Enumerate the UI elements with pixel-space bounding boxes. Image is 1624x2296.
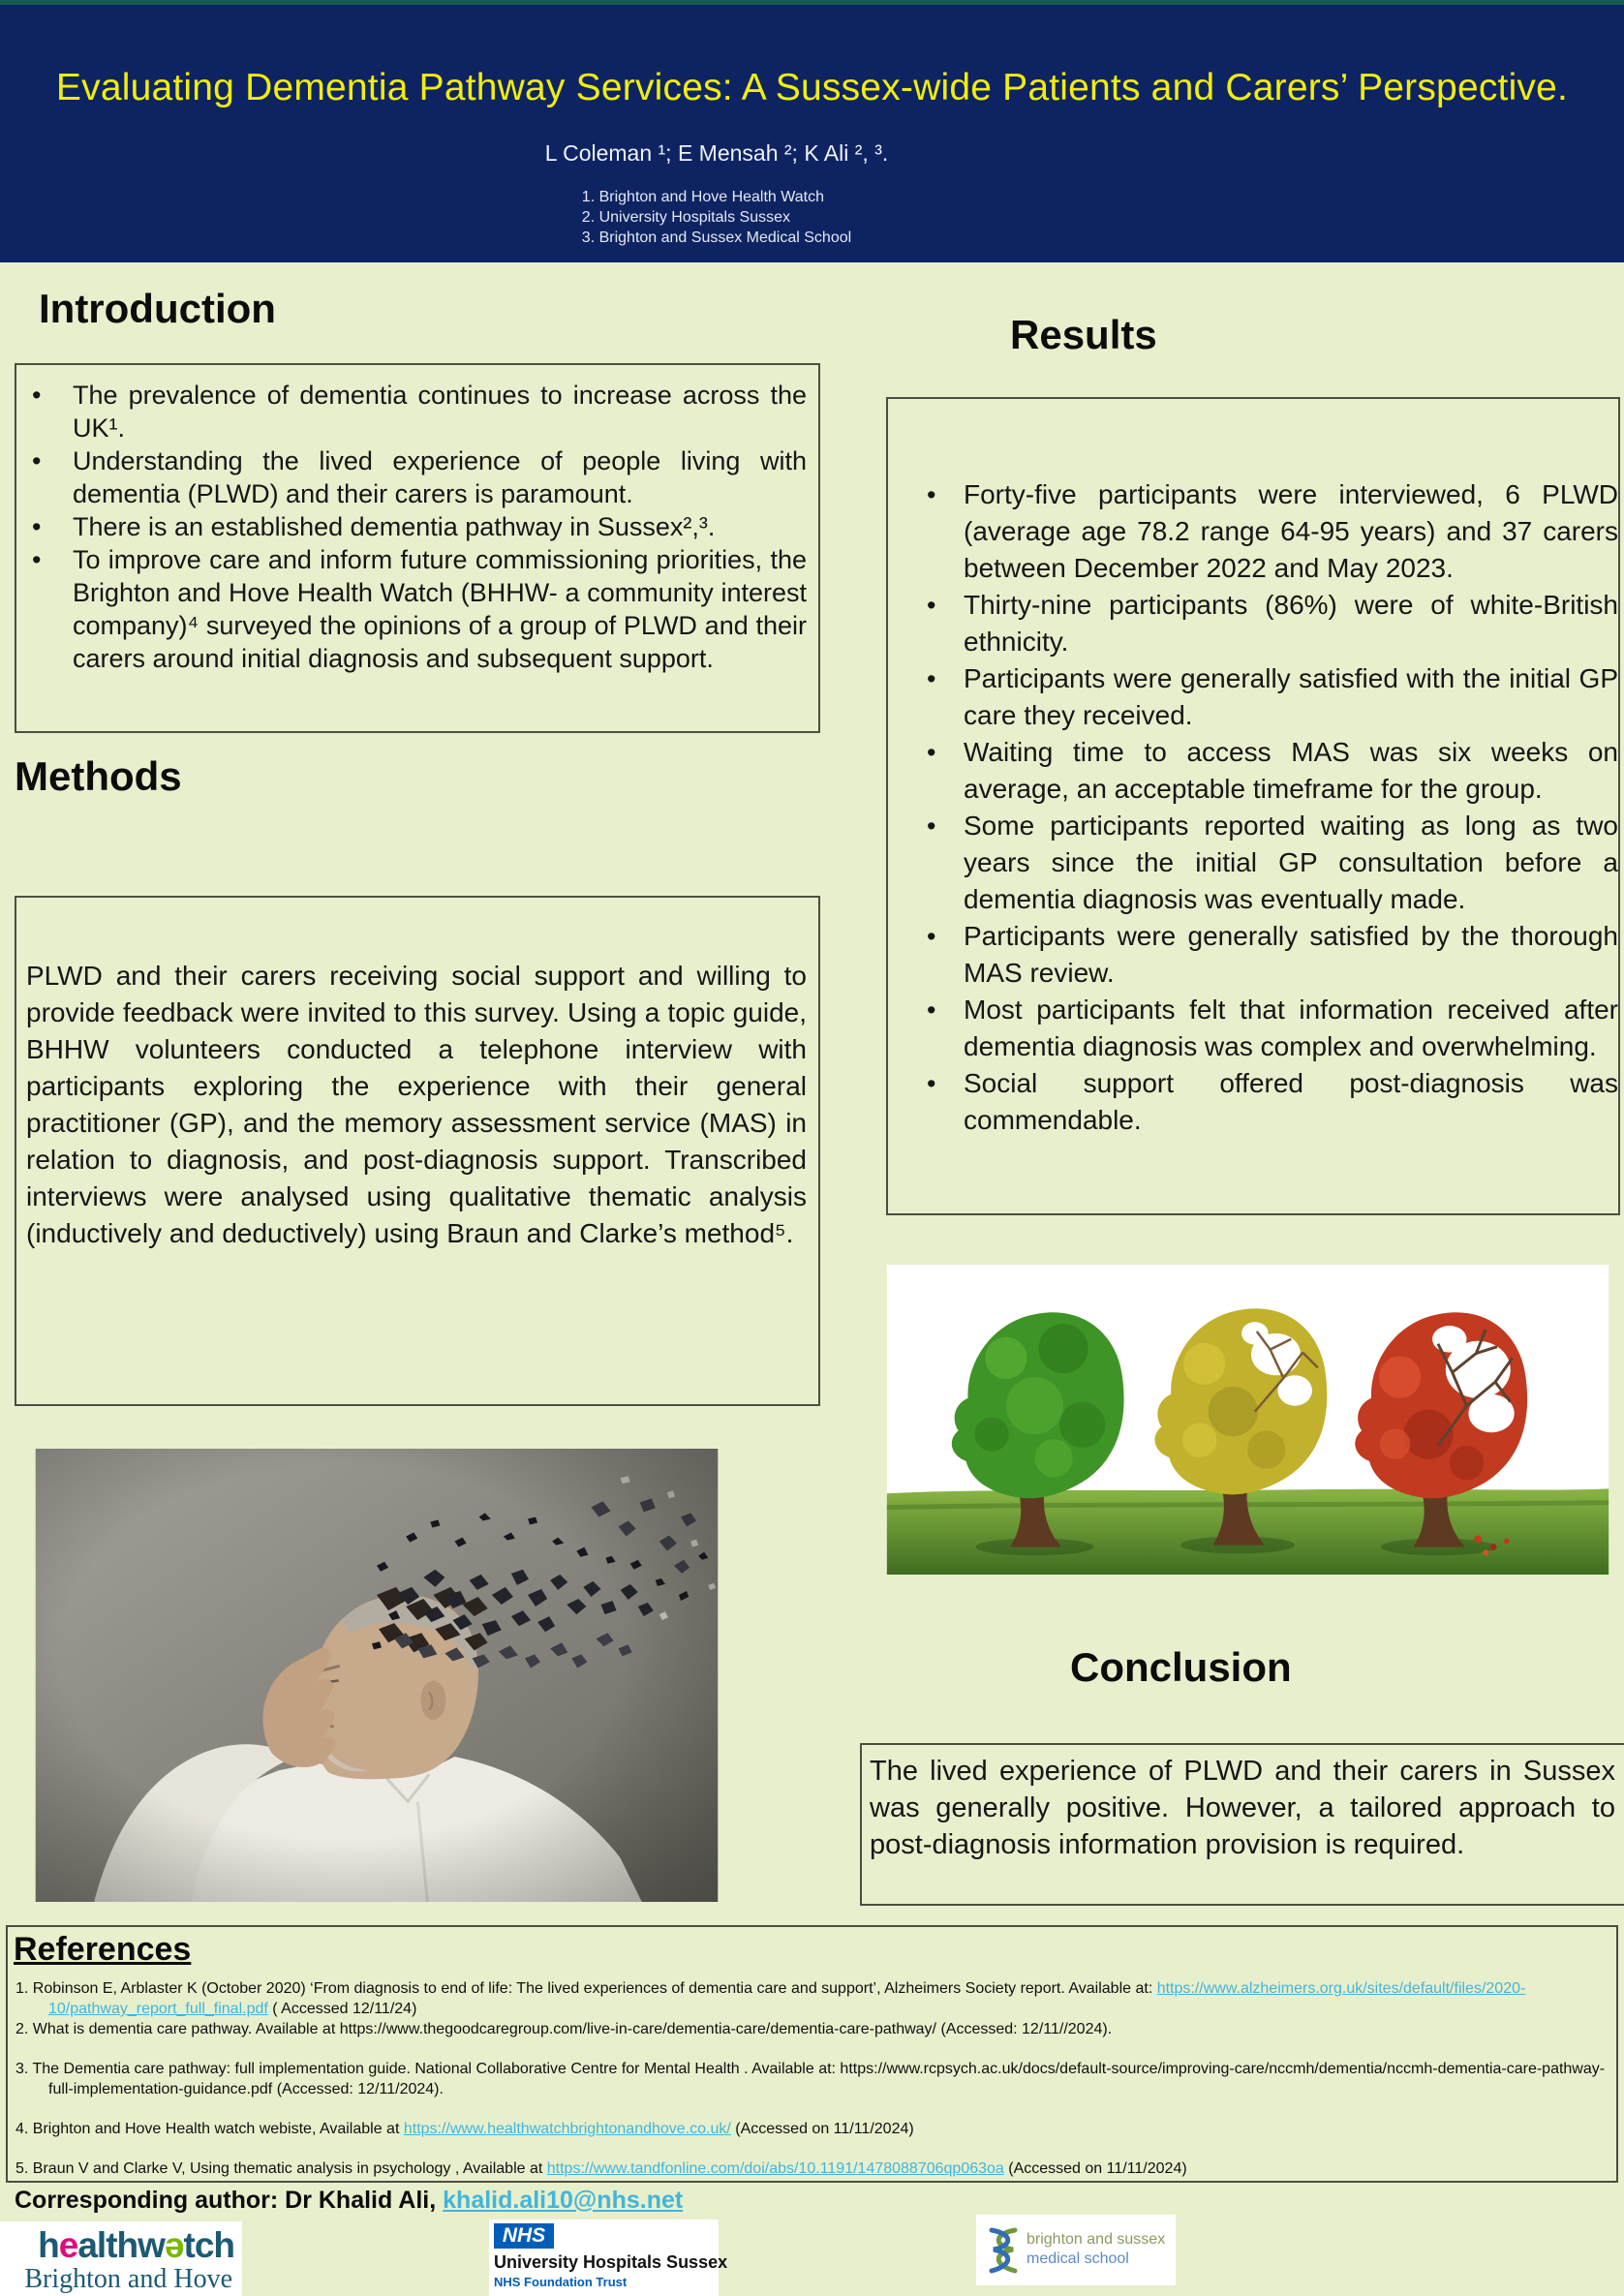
results-bullet: • Social support offered post-diagnosis was commendable. xyxy=(888,1065,1618,1139)
bsms-line1: brighton and sussex xyxy=(1026,2231,1166,2248)
conclusion-box xyxy=(860,1743,1624,1906)
results-box xyxy=(886,397,1620,1215)
results-bullet: • Participants were generally satisfied with the initial GP care they received. xyxy=(888,660,1618,734)
reference-item: 3. The Dementia care pathway: full implementation guide. National Collaborative Centre for Mental Health . Available at: https://www.rcpsych.ac.uk/docs/default-source/improving-care/nccmh/dementia/nccmh-dementia-care-pathway-full-implementation-guidance.pdf (Accessed: 12/11/2024). xyxy=(15,2061,1606,2097)
results-bullet: • Participants were generally satisfied by the thorough MAS review. xyxy=(888,918,1618,992)
results-heading: Results xyxy=(1010,312,1157,357)
poster-title: Evaluating Dementia Pathway Services: A Sussex-wide Patients and Carers’ Perspective. xyxy=(55,67,1569,108)
email-link[interactable]: khalid.ali10@nhs.net xyxy=(443,2187,684,2214)
bsms-helix-icon xyxy=(982,2226,1025,2275)
nhs-icon: NHS xyxy=(494,2223,554,2249)
header-banner xyxy=(0,0,1624,262)
nhs-trust-logo xyxy=(489,2219,728,2296)
affiliation-1: 1. Brighton and Hove Health Watch xyxy=(581,189,825,205)
introduction-bullet: • The prevalence of dementia continues to increase across the UK¹. xyxy=(16,379,807,444)
reference-item: 4. Brighton and Hove Health watch webiste, Available at https://www.healthwatchbrightonandhove.co.uk/ (Accessed on 11/11/2024) xyxy=(15,2121,914,2137)
conclusion-text: The lived experience of PLWD and their carers in Sussex was generally positive. However, a tailored approach to post-diagnosis information provision is required. xyxy=(870,1756,1615,1860)
reference-link[interactable]: https://www.healthwatchbrightonandhove.co.uk/ xyxy=(403,2121,731,2137)
bsms-line2: medical school xyxy=(1026,2250,1129,2267)
introduction-bullet: • To improve care and inform future commissioning priorities, the Brighton and Hove Health Watch (BHHW- a community interest company)⁴ surveyed the opinions of a group of PLWD and their carers around initial diagnosis and subsequent support. xyxy=(16,543,807,675)
trees-illustration xyxy=(876,1265,1619,1575)
results-bullet: • Some participants reported waiting as long as two years since the initial GP consultation before a dementia diagnosis was eventually made. xyxy=(888,808,1618,918)
brain-aging-trees-image xyxy=(876,1265,1619,1575)
corresponding-author: Corresponding author: Dr Khalid Ali, khalid.ali10@nhs.net xyxy=(15,2187,684,2214)
methods-text: PLWD and their carers receiving social support and willing to provide feedback were invited to this survey. Using a topic guide, BHHW volunteers conducted a telephone interview with participants exploring the experience with their general practitioner (GP), and the memory assessment service (MAS) in relation to diagnosis, and post-diagnosis support. Transcribed interviews were analysed using qualitative thematic analysis (inductively and deductively) using Braun and Clarke’s method⁵. xyxy=(26,961,807,1248)
reference-link[interactable]: https://www.alzheimers.org.uk/sites/default/files/2020-10/pathway_report_full_final.pdf xyxy=(48,1980,1526,2017)
healthwatch-subtitle: Brighton and Hove xyxy=(24,2264,232,2294)
reference-item: 2. What is dementia care pathway. Available at https://www.thegoodcaregroup.com/live-in-care/dementia-care/dementia-care-pathway/ (Accessed: 12/11//2024). xyxy=(15,2021,1113,2037)
man-illustration xyxy=(35,1449,719,1902)
results-bullet: • Most participants felt that information received after dementia diagnosis was complex and overwhelming. xyxy=(888,992,1618,1065)
methods-box xyxy=(15,896,820,1406)
affiliation-2: 2. University Hospitals Sussex xyxy=(581,209,790,226)
results-bullet: • Forty-five participants were interviewed, 6 PLWD (average age 78.2 range 64-95 years) and 37 carers between December 2022 and May 2023. xyxy=(888,476,1618,587)
affiliations xyxy=(0,187,1433,248)
methods-heading: Methods xyxy=(15,753,182,799)
bsms-text xyxy=(1026,2230,1165,2269)
results-bullet: • Waiting time to access MAS was six weeks on average, an acceptable timeframe for the group. xyxy=(888,734,1618,808)
results-bullet: • Thirty-nine participants (86%) were of white-British ethnicity. xyxy=(888,587,1618,660)
conclusion-heading: Conclusion xyxy=(1070,1644,1292,1690)
authors-line: L Coleman ¹; E Mensah ²; K Ali ², ³. xyxy=(544,140,889,166)
reference-link[interactable]: https://www.tandfonline.com/doi/abs/10.1191/1478088706qp063oa xyxy=(546,2160,1004,2177)
bsms-logo xyxy=(976,2215,1176,2285)
introduction-heading: Introduction xyxy=(39,286,276,331)
dementia-man-image xyxy=(35,1449,719,1902)
nhs-foundation-label: NHS Foundation Trust xyxy=(494,2275,628,2289)
introduction-bullet: • Understanding the lived experience of people living with dementia (PLWD) and their carers is paramount. xyxy=(16,444,807,510)
reference-item: 1. Robinson E, Arblaster K (October 2020) ‘From diagnosis to end of life: The lived experiences of dementia care and support’, Alzheimers Society report. Available at: https://www.alzheimers.org.uk/sites/default/files/2020-10/pathway_report_full_final.pdf ( Accessed 12/11/24) xyxy=(15,1980,1526,2017)
references-heading: References xyxy=(14,1931,192,1968)
healthwatch-wordmark: healthwətch xyxy=(38,2225,234,2265)
healthwatch-logo xyxy=(0,2221,242,2296)
reference-item: 5. Braun V and Clarke V, Using thematic analysis in psychology , Available at https://www.tandfonline.com/doi/abs/10.1191/1478088706qp063oa (Accessed on 11/11/2024) xyxy=(15,2160,1187,2177)
introduction-box xyxy=(15,363,820,733)
introduction-bullet: • There is an established dementia pathway in Sussex²,³. xyxy=(16,510,807,543)
references-box xyxy=(6,1925,1618,2183)
nhs-trust-name: University Hospitals Sussex xyxy=(494,2252,728,2272)
affiliation-3: 3. Brighton and Sussex Medical School xyxy=(581,230,852,246)
